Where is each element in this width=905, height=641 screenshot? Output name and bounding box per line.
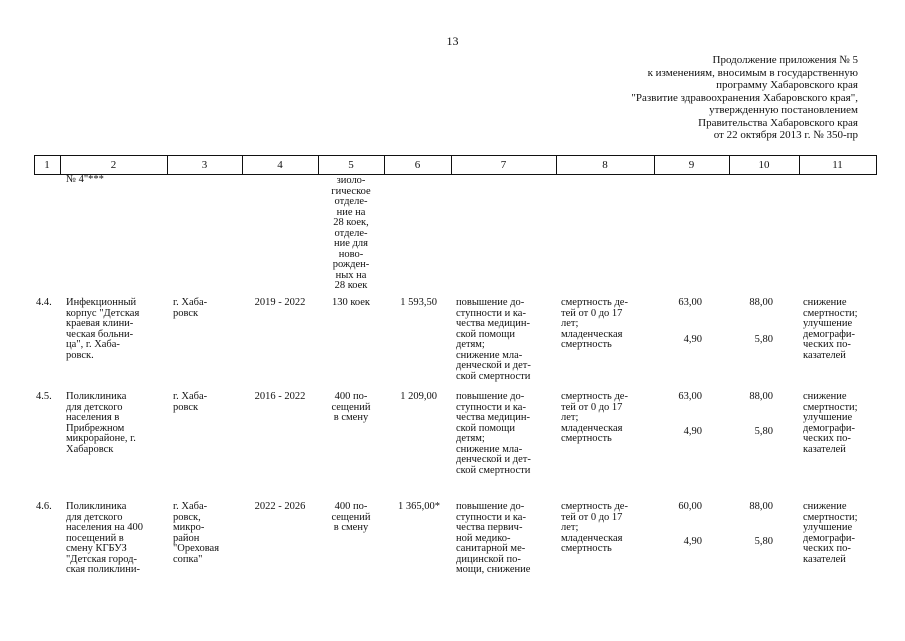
cell-line: повышение до- xyxy=(456,501,525,512)
cell-line: Хабаровск xyxy=(66,443,114,455)
column-header: 1 xyxy=(44,159,50,171)
cost-cell: 1 209,00 xyxy=(400,391,437,402)
goal-cell xyxy=(456,502,530,576)
cell-line: сопка" xyxy=(173,553,203,565)
cell-line: Инфекционный xyxy=(66,297,137,308)
cell-line: гическое xyxy=(331,185,371,197)
location-cell xyxy=(173,392,207,413)
cell-line: ступности и ка- xyxy=(456,401,526,413)
cell-line: Прибрежном xyxy=(66,422,125,434)
cell-line: снижение мла- xyxy=(456,443,523,455)
cell-line: ступности и ка- xyxy=(456,307,526,319)
cell-line: смертность xyxy=(561,339,612,350)
cell-line: № 4"*** xyxy=(66,174,104,185)
cell-line: ровск xyxy=(173,307,199,319)
cell-line: ново- xyxy=(338,248,364,260)
capacity-cell xyxy=(318,502,384,534)
cell-line: сещений xyxy=(331,401,371,413)
header-line: к изменениям, вносимым в государственную xyxy=(647,66,858,79)
value-col10: 88,00 xyxy=(749,297,773,308)
cell-line: демографи- xyxy=(803,422,856,434)
cell-line: 400 по- xyxy=(334,391,368,402)
cell-line: ступности и ка- xyxy=(456,511,526,523)
cell-line: смену КГБУЗ xyxy=(66,543,127,554)
column-header: 2 xyxy=(110,159,117,171)
indicator-cell xyxy=(561,392,628,445)
cell-line: казателей xyxy=(803,553,846,565)
column-header: 5 xyxy=(348,159,354,171)
header-line: "Развитие здравоохранения Хабаровского края", xyxy=(631,91,858,104)
header-line: Правительства Хабаровского края xyxy=(698,116,858,129)
cell-line: посещений в xyxy=(66,532,124,544)
cell-line: Поликлиника xyxy=(66,501,127,512)
value-col9: 4,90 xyxy=(683,536,702,547)
cell-line: ровск xyxy=(173,401,199,413)
value-col9: 63,00 xyxy=(678,297,702,308)
appendix-header xyxy=(498,54,858,142)
header-line: Продолжение приложения № 5 xyxy=(712,54,858,66)
cell-line: г. Хаба- xyxy=(173,501,208,512)
goal-cell xyxy=(456,298,531,382)
period-cell: 2016 - 2022 xyxy=(254,391,306,402)
result-cell xyxy=(803,298,858,361)
cell-line: сещений xyxy=(331,511,371,523)
cell-line: г. Хаба- xyxy=(173,391,208,402)
indicator-cell xyxy=(561,298,628,351)
cell-line: смертность xyxy=(561,543,612,554)
value-col9: 4,90 xyxy=(683,334,702,345)
cell-line: смертность xyxy=(561,433,612,444)
cell-line: в смену xyxy=(333,412,369,423)
continued-name-cell xyxy=(66,175,104,186)
cell-line: чества медицин- xyxy=(456,412,531,423)
cell-line: г. Хаба- xyxy=(173,297,208,308)
cell-line: чества первич- xyxy=(456,522,523,533)
cell-line: ской помощи xyxy=(456,422,515,434)
cell-line: 130 коек xyxy=(331,297,371,308)
header-line: от 22 октября 2013 г. № 350-пр xyxy=(713,129,858,141)
row-number: 4.5. xyxy=(36,391,52,402)
cell-line: тей от 0 до 17 xyxy=(561,307,623,319)
cell-line: 28 коек xyxy=(334,280,368,291)
object-name-cell xyxy=(66,392,136,455)
cell-line: дицинской по- xyxy=(456,553,521,565)
value-col10: 88,00 xyxy=(749,391,773,402)
cell-line: ние для xyxy=(334,238,368,249)
indicator-cell xyxy=(561,502,628,555)
header-line: утвержденную постановлением xyxy=(709,104,858,116)
column-header: 10 xyxy=(758,159,770,171)
column-header: 4 xyxy=(277,159,283,171)
cell-line: улучшение xyxy=(803,412,853,423)
cell-line: снижение xyxy=(803,391,847,402)
period-cell: 2022 - 2026 xyxy=(254,501,306,512)
capacity-cell xyxy=(318,298,384,309)
column-header: 7 xyxy=(500,159,507,171)
cell-line: 400 по- xyxy=(334,501,368,512)
value-col10: 5,80 xyxy=(754,334,773,345)
cell-line: смертности; xyxy=(803,511,858,523)
cell-line: снижение xyxy=(803,501,847,512)
location-cell xyxy=(173,502,219,565)
result-cell xyxy=(803,502,858,565)
capacity-cell xyxy=(318,392,384,424)
cell-line: для детского xyxy=(66,511,123,523)
cell-line: Поликлиника xyxy=(66,391,127,402)
program-table xyxy=(34,155,877,641)
cell-line: микро- xyxy=(173,522,205,533)
cell-line: ровск, xyxy=(173,511,201,523)
cell-line: детям; xyxy=(456,433,485,444)
cell-line: ца", г. Хаба- xyxy=(66,339,120,350)
cell-line: 28 коек, xyxy=(333,217,369,228)
cell-line: населения на 400 xyxy=(66,522,143,533)
cell-line: улучшение xyxy=(803,522,853,533)
column-header: 9 xyxy=(688,159,695,171)
cell-line: лет; xyxy=(561,522,579,533)
cell-line: зиоло- xyxy=(336,175,366,186)
cell-line: населения в xyxy=(66,412,120,423)
row-number: 4.4. xyxy=(36,297,52,308)
cell-line: район xyxy=(173,532,200,544)
cell-line: ровск. xyxy=(66,349,94,361)
cell-line: лет; xyxy=(561,318,579,329)
value-col10: 5,80 xyxy=(754,426,773,437)
cell-line: микрорайоне, г. xyxy=(66,433,136,444)
cost-cell: 1 593,50 xyxy=(400,297,437,308)
cell-line: смертность де- xyxy=(561,501,628,512)
cell-line: ской помощи xyxy=(456,328,515,340)
cell-line: демографи- xyxy=(803,328,856,340)
cell-line: ческих по- xyxy=(803,339,851,350)
cell-line: ческая больни- xyxy=(66,328,134,340)
cell-line: ных на xyxy=(335,269,367,281)
header-line: программу Хабаровского края xyxy=(716,79,858,91)
period-cell: 2019 - 2022 xyxy=(254,297,306,308)
cell-line: рожден- xyxy=(332,259,370,270)
cell-line: ческих по- xyxy=(803,433,851,444)
value-col9: 4,90 xyxy=(683,426,702,437)
cell-line: тей от 0 до 17 xyxy=(561,401,623,413)
cell-line: повышение до- xyxy=(456,297,525,308)
value-col9: 63,00 xyxy=(678,391,702,402)
cell-line: чества медицин- xyxy=(456,318,531,329)
cell-line: ческих по- xyxy=(803,543,851,554)
object-name-cell xyxy=(66,502,143,576)
result-cell xyxy=(803,392,858,455)
cell-line: ской смертности xyxy=(456,464,531,476)
cell-line: ние на xyxy=(336,206,366,218)
cell-line: "Ореховая xyxy=(173,543,220,554)
cell-line: для детского xyxy=(66,401,123,413)
cell-line: смертности; xyxy=(803,307,858,319)
cell-line: корпус "Детская xyxy=(66,307,140,319)
continued-capacity-cell xyxy=(318,176,384,292)
cell-line: демографи- xyxy=(803,532,856,544)
cell-line: казателей xyxy=(803,349,846,361)
goal-cell xyxy=(456,392,531,476)
cell-line: лет; xyxy=(561,412,579,423)
object-name-cell xyxy=(66,298,139,361)
column-header: 6 xyxy=(414,159,421,171)
cell-line: смертность де- xyxy=(561,297,628,308)
cell-line: краевая клини- xyxy=(66,318,134,329)
cell-line: отделе- xyxy=(334,196,368,207)
cell-line: ной медико- xyxy=(456,532,511,544)
row-number: 4.6. xyxy=(36,501,52,512)
cell-line: младенческая xyxy=(561,532,623,544)
value-col9: 60,00 xyxy=(678,501,702,512)
column-header: 11 xyxy=(832,159,843,171)
cell-line: денческой и дет- xyxy=(456,454,531,465)
location-cell xyxy=(173,298,207,319)
page-number: 13 xyxy=(446,34,459,48)
cell-line: смертность де- xyxy=(561,391,628,402)
cell-line: младенческая xyxy=(561,422,623,434)
cell-line: ской смертности xyxy=(456,370,531,382)
value-col10: 88,00 xyxy=(749,501,773,512)
cell-line: тей от 0 до 17 xyxy=(561,511,623,523)
cell-line: снижение xyxy=(803,297,847,308)
column-header: 3 xyxy=(201,159,208,171)
cost-cell: 1 365,00* xyxy=(398,501,440,512)
cell-line: казателей xyxy=(803,443,846,455)
cell-line: детям; xyxy=(456,339,485,350)
cell-line: отделе- xyxy=(334,227,368,239)
cell-line: смертности; xyxy=(803,401,858,413)
cell-line: снижение мла- xyxy=(456,349,523,361)
column-header: 8 xyxy=(602,159,608,171)
cell-line: улучшение xyxy=(803,318,853,329)
cell-line: в смену xyxy=(333,522,369,533)
cell-line: младенческая xyxy=(561,328,623,340)
value-col10: 5,80 xyxy=(754,536,773,547)
cell-line: повышение до- xyxy=(456,391,525,402)
cell-line: денческой и дет- xyxy=(456,360,531,371)
cell-line: ская поликлини- xyxy=(66,564,141,575)
cell-line: "Детская город- xyxy=(66,553,138,565)
cell-line: санитарной ме- xyxy=(456,543,526,554)
cell-line: мощи, снижение xyxy=(456,564,531,575)
table-header-row xyxy=(34,155,877,175)
